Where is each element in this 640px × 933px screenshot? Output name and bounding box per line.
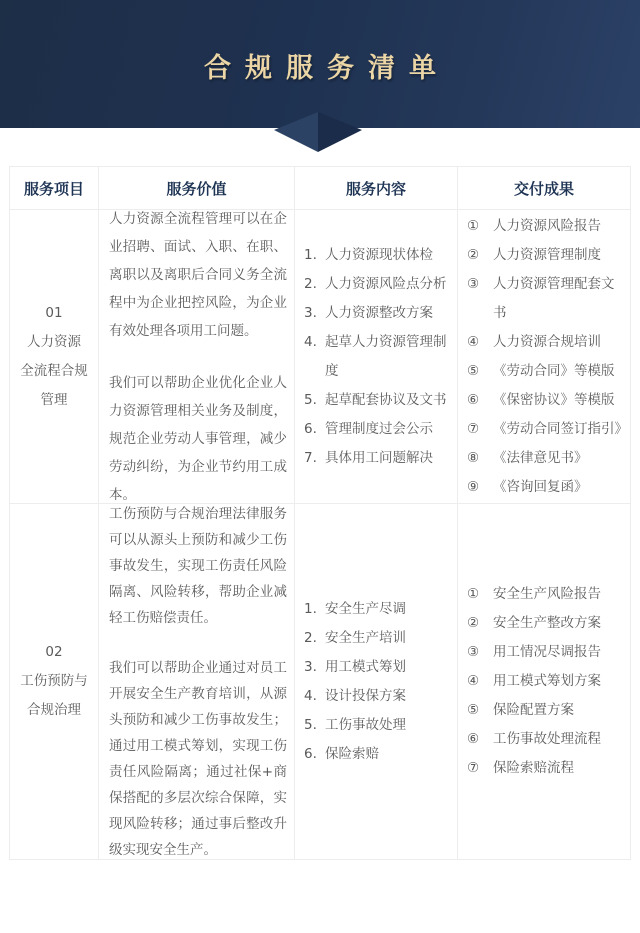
item-text: 安全生产培训 [325, 629, 406, 646]
page-title: 合规服务清单 [204, 53, 450, 84]
item-text: 《劳动合同》等模版 [493, 362, 615, 379]
item-number: 6. [304, 745, 317, 762]
value-cell [98, 210, 294, 503]
item-text: 人力资源现状体检 [325, 246, 433, 263]
item-number: 4. [304, 687, 317, 704]
item-number: 4. [304, 333, 317, 350]
item-number: 1. [304, 246, 317, 263]
item-number: 1. [304, 600, 317, 617]
value-cell [98, 504, 294, 859]
list-item [467, 270, 626, 328]
chevron-down-icon [272, 106, 364, 154]
list-item [467, 754, 626, 783]
list-item [467, 328, 626, 357]
value-paragraph: 我们可以帮助企业通过对员工开展安全生产教育培训，从源头预防和减少工伤事故发生；通过用工模式筹划，实现工伤责任风险隔离；通过社保+商保搭配的多层次综合保障，实现风险转移；通过事后整改升级实现安全生产。 [109, 659, 287, 858]
list-item [304, 624, 453, 653]
item-number: 3. [304, 304, 317, 321]
list-item [304, 444, 453, 473]
header-cell-value [98, 167, 294, 209]
project-name-line: 管理 [40, 391, 68, 408]
value-paragraph: 人力资源全流程管理可以在企业招聘、面试、入职、在职、离职以及离职后合同义务全流程中为企业把控风险，为企业有效处理各项用工问题。 [109, 210, 287, 339]
table-row [10, 503, 630, 859]
item-text: 《劳动合同签订指引》 [493, 420, 628, 437]
list-item [467, 241, 626, 270]
item-text: 管理制度过会公示 [325, 420, 433, 437]
item-number: ⑧ [467, 449, 480, 466]
table-header-row [10, 167, 630, 209]
item-text: 保险索赔 [325, 745, 379, 762]
item-text: 人力资源管理制度 [493, 246, 601, 263]
project-cell [10, 210, 98, 503]
item-text: 用工模式筹划方案 [493, 673, 601, 689]
item-number: 3. [304, 658, 317, 675]
item-text: 安全生产尽调 [325, 600, 406, 617]
list-item [304, 740, 453, 769]
header-label: 交付成果 [513, 179, 574, 198]
project-number: 02 [45, 644, 63, 660]
list-item [467, 667, 626, 696]
item-number: ① [467, 586, 480, 602]
list-item [304, 415, 453, 444]
item-number: 6. [304, 420, 317, 437]
list-item [304, 682, 453, 711]
project-name-line: 合规治理 [27, 702, 81, 718]
list-item [304, 328, 453, 386]
list-item [304, 711, 453, 740]
item-number: ③ [467, 644, 480, 660]
item-number: 5. [304, 391, 317, 408]
header-cell-project [10, 167, 98, 209]
project-name-line: 全流程合规 [20, 362, 88, 379]
item-text: 设计投保方案 [325, 687, 406, 704]
item-number: ② [467, 246, 480, 263]
list-item [304, 270, 453, 299]
list-item [467, 725, 626, 754]
list-item [467, 580, 626, 609]
project-name-line: 人力资源 [27, 333, 81, 350]
header-cell-deliverables [457, 167, 630, 209]
service-table [9, 166, 631, 860]
content-cell [294, 210, 457, 503]
item-number: ① [467, 217, 480, 234]
item-text: 起草人力资源管理制度 [325, 333, 447, 379]
header-cell-content [294, 167, 457, 209]
item-number: ④ [467, 673, 480, 689]
list-item [304, 653, 453, 682]
header-label: 服务价值 [166, 179, 227, 198]
item-number: ⑤ [467, 702, 480, 718]
deliverables-cell [457, 504, 630, 859]
item-text: 保险索赔流程 [493, 760, 574, 776]
item-text: 具体用工问题解决 [325, 449, 433, 466]
header-label: 服务内容 [345, 179, 406, 198]
project-number: 01 [45, 304, 63, 321]
item-text: 《保密协议》等模版 [493, 391, 615, 408]
list-item [467, 473, 626, 502]
item-number: 2. [304, 629, 317, 646]
project-name-line: 工伤预防与 [20, 673, 88, 689]
item-number: ③ [467, 275, 480, 292]
item-number: ⑤ [467, 362, 480, 379]
list-item [467, 444, 626, 473]
item-text: 人力资源整改方案 [325, 304, 433, 321]
item-text: 安全生产风险报告 [493, 586, 601, 602]
value-paragraph: 工伤预防与合规治理法律服务可以从源头上预防和减少工伤事故发生，实现工伤责任风险隔离、风险转移，帮助企业减轻工伤赔偿责任。 [109, 505, 287, 626]
item-number: ⑦ [467, 420, 480, 437]
content-cell [294, 504, 457, 859]
value-paragraph: 我们可以帮助企业优化企业人力资源管理相关业务及制度，规范企业劳动人事管理，减少劳动纠纷，为企业节约用工成本。 [109, 374, 287, 503]
list-item [467, 212, 626, 241]
item-text: 《咨询回复函》 [493, 478, 588, 495]
item-number: 5. [304, 716, 317, 733]
item-number: ⑦ [467, 760, 480, 776]
header-label: 服务项目 [23, 179, 84, 198]
item-text: 安全生产整改方案 [493, 615, 601, 631]
item-number: ④ [467, 333, 480, 350]
item-number: 7. [304, 449, 317, 466]
list-item [304, 241, 453, 270]
item-text: 工伤事故处理流程 [493, 731, 601, 747]
list-item [304, 595, 453, 624]
item-text: 保险配置方案 [493, 702, 574, 718]
item-text: 用工模式筹划 [325, 658, 406, 675]
item-text: 用工情况尽调报告 [493, 644, 601, 660]
item-text: 《法律意见书》 [493, 449, 588, 466]
list-item [304, 299, 453, 328]
table-row [10, 209, 630, 503]
item-number: ⑥ [467, 731, 480, 747]
deliverables-cell [457, 210, 630, 503]
list-item [467, 696, 626, 725]
list-item [467, 609, 626, 638]
list-item [467, 415, 626, 444]
item-text: 工伤事故处理 [325, 716, 406, 733]
list-item [467, 638, 626, 667]
item-number: ② [467, 615, 480, 631]
item-text: 人力资源管理配套文书 [493, 275, 615, 321]
item-text: 人力资源合规培训 [493, 333, 601, 350]
item-number: ⑥ [467, 391, 480, 408]
list-item [467, 357, 626, 386]
list-item [304, 386, 453, 415]
item-number: 2. [304, 275, 317, 292]
list-item [467, 386, 626, 415]
item-text: 人力资源风险报告 [493, 217, 601, 234]
item-text: 人力资源风险点分析 [325, 275, 447, 292]
project-cell [10, 504, 98, 859]
item-number: ⑨ [467, 478, 480, 495]
item-text: 起草配套协议及文书 [325, 391, 447, 408]
